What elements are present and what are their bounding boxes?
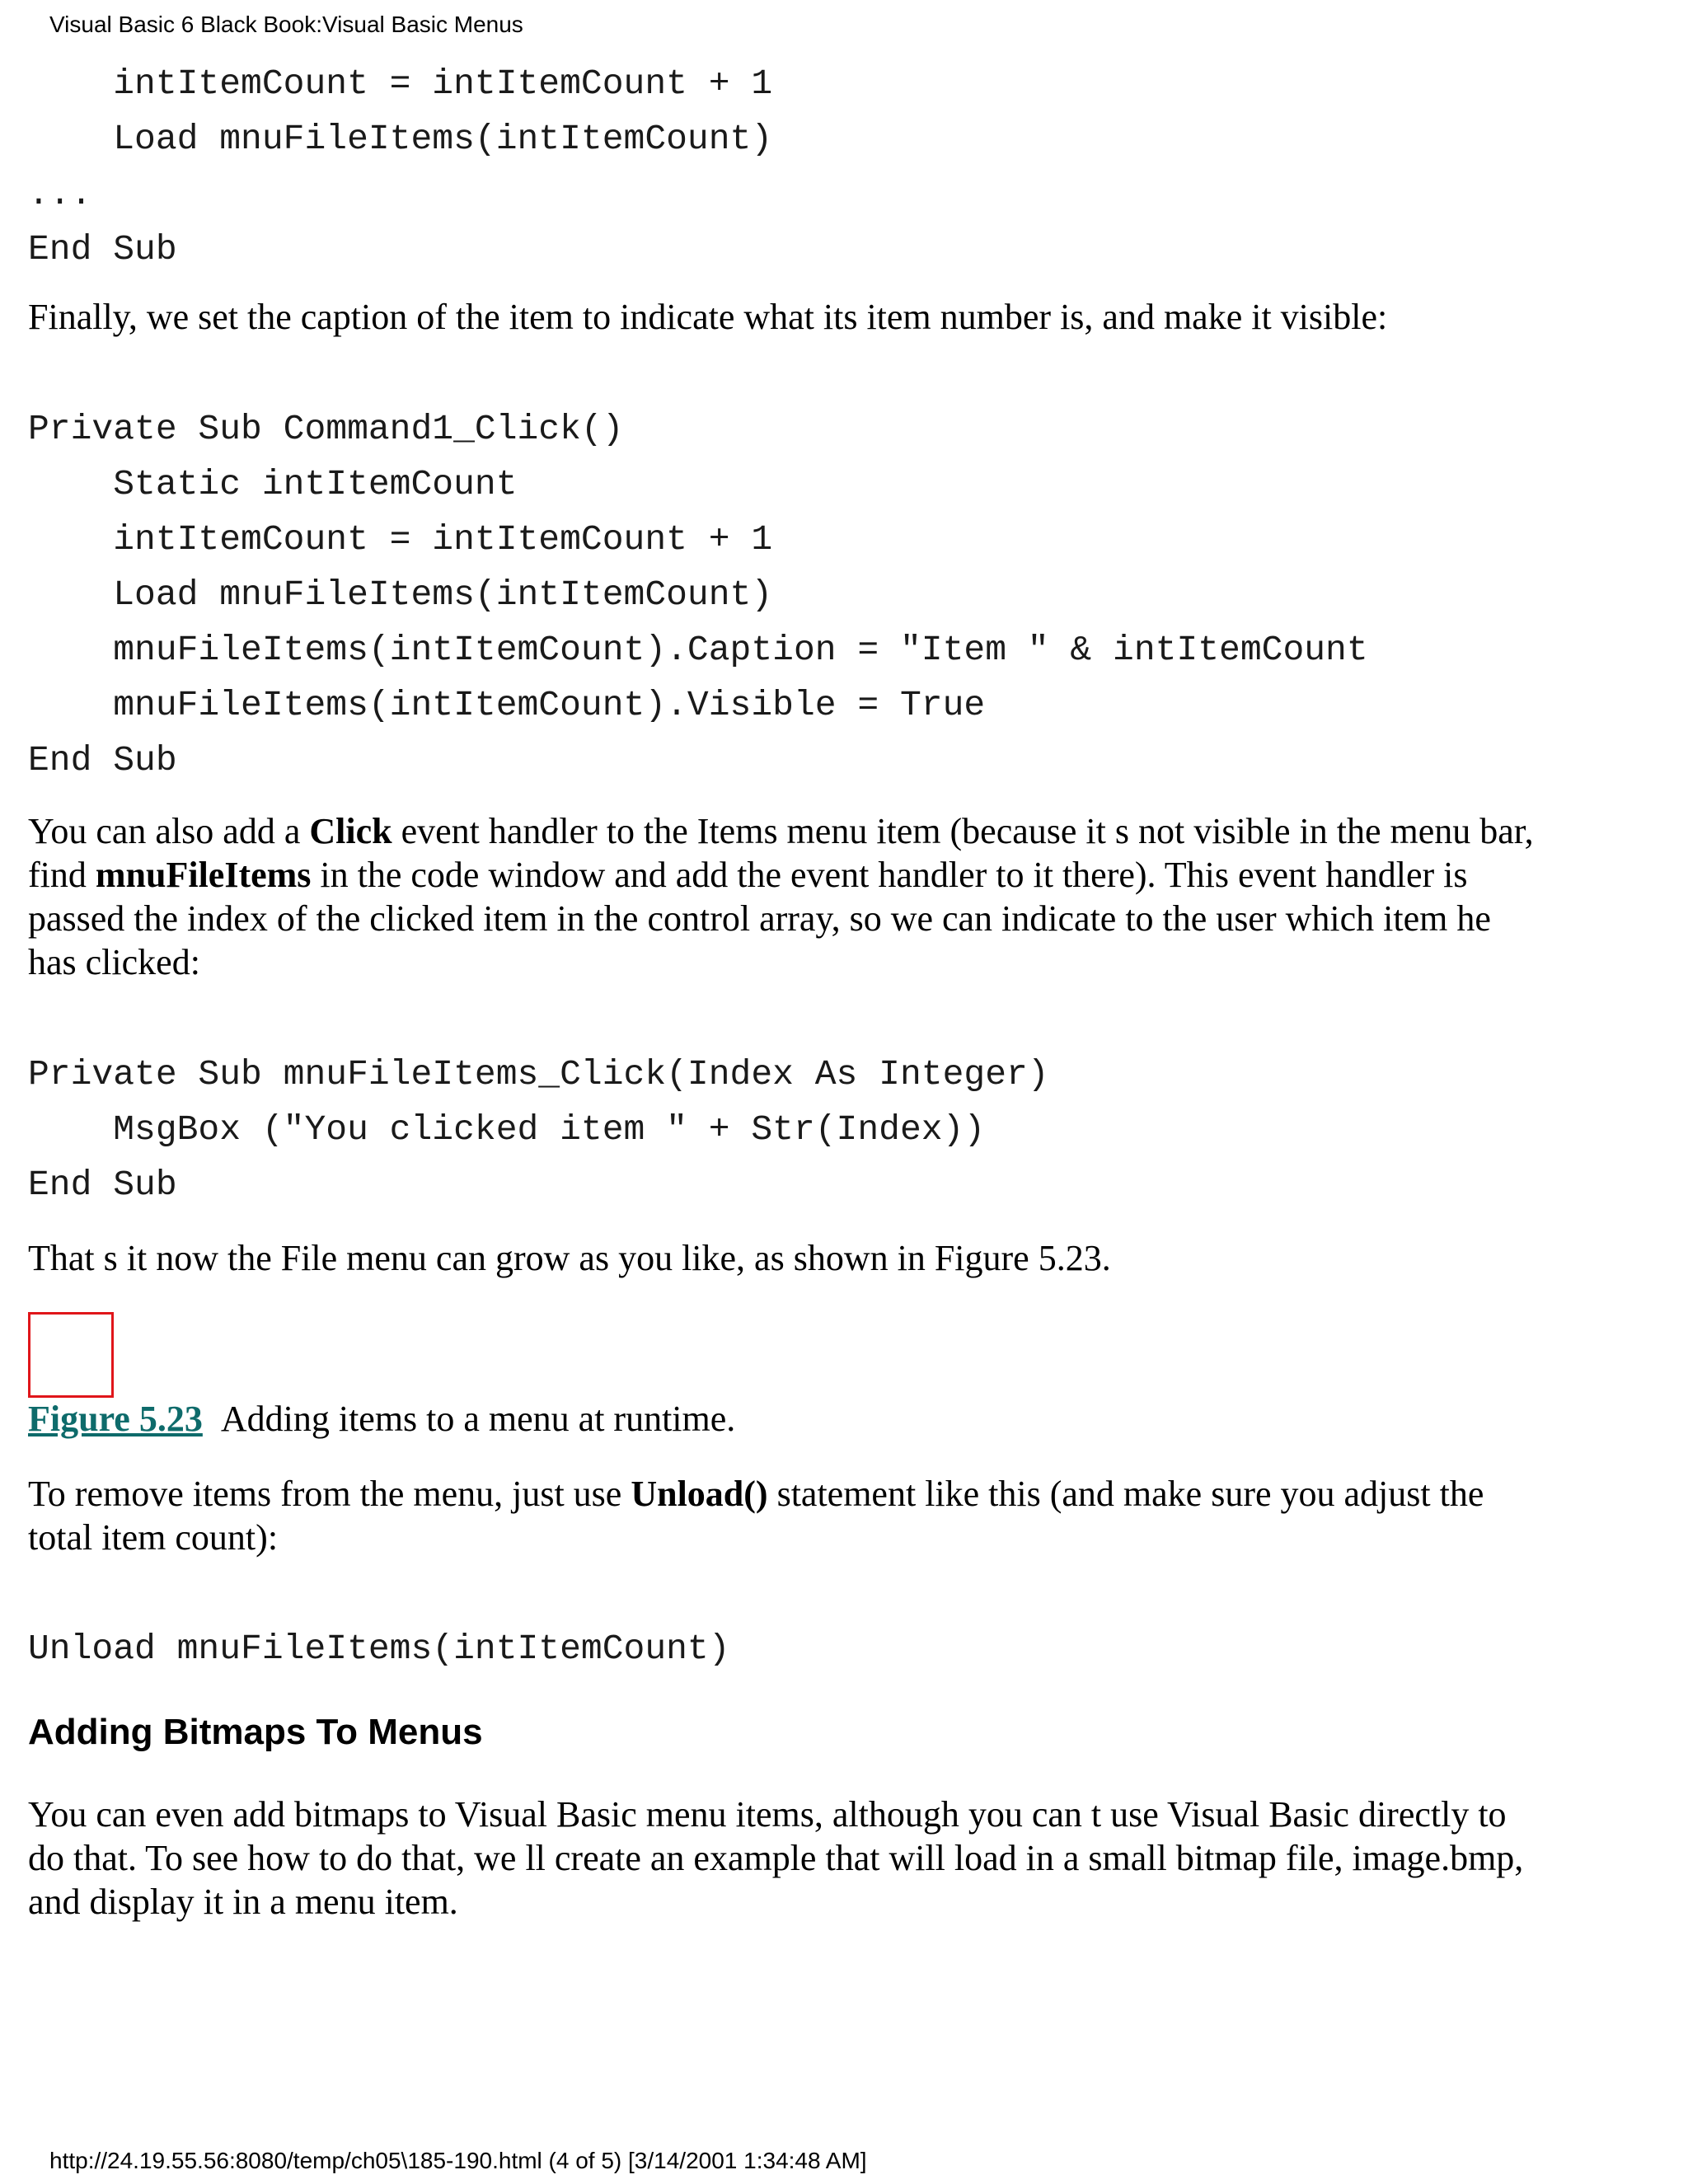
- figure-caption: [28, 1396, 735, 1442]
- code-line: mnuFileItems(intItemCount).Caption = "Item " & intItemCount: [28, 630, 1368, 670]
- paragraph-click-handler: You can also add a Click event handler to the Items menu item (because it s not visible in the menu bar, find mnuFileItems in the code window and add the event handler to it there). This event handler is passed the index of the clicked item in the control array, so we can indicate to the user which item he has clicked:: [28, 811, 1534, 982]
- code-block-1: [28, 56, 772, 277]
- code-line: Load mnuFileItems(intItemCount): [28, 119, 773, 159]
- section-heading: Adding Bitmaps To Menus: [28, 1712, 483, 1752]
- page-header-title: Visual Basic 6 Black Book:Visual Basic Menus: [49, 12, 523, 37]
- code-line: mnuFileItems(intItemCount).Visible = True: [28, 685, 986, 725]
- code-line: Load mnuFileItems(intItemCount): [28, 574, 773, 615]
- page-footer-url: http://24.19.55.56:8080/temp/ch05\185-190.html (4 of 5) [3/14/2001 1:34:48 AM]: [49, 2148, 867, 2173]
- code-line: MsgBox ("You clicked item " + Str(Index)): [28, 1109, 986, 1150]
- broken-image-placeholder: [28, 1312, 114, 1398]
- code-line: Static intItemCount: [28, 464, 518, 504]
- code-block-3: [28, 1047, 1049, 1212]
- code-line: Private Sub mnuFileItems_Click(Index As Integer): [28, 1054, 1049, 1094]
- code-line: Private Sub Command1_Click(): [28, 409, 624, 449]
- keyword-mnufileitems: mnuFileItems: [95, 855, 312, 895]
- keyword-unload: Unload(): [631, 1474, 768, 1514]
- code-line: intItemCount = intItemCount + 1: [28, 63, 773, 104]
- code-line: End Sub: [28, 740, 177, 780]
- code-line: End Sub: [28, 1165, 177, 1205]
- paragraph-caption-intro: Finally, we set the caption of the item to indicate what its item number is, and make it visible:: [28, 297, 1388, 337]
- code-line: End Sub: [28, 229, 177, 269]
- figure-link[interactable]: Figure 5.23: [28, 1399, 203, 1439]
- code-line: Unload mnuFileItems(intItemCount): [28, 1629, 730, 1669]
- figure-caption-text: Adding items to a menu at runtime.: [220, 1399, 736, 1439]
- code-block-4: [28, 1621, 730, 1676]
- code-block-2: [28, 401, 1368, 788]
- code-line: intItemCount = intItemCount + 1: [28, 519, 773, 560]
- paragraph-bitmaps: You can even add bitmaps to Visual Basic menu items, although you can t use Visual Basic directly to do that. To see how to do that, we ll create an example that will load in a small bitmap file, image.bmp, and display it in a menu item.: [28, 1794, 1524, 1922]
- code-line: ...: [28, 174, 92, 214]
- paragraph-remove-items: To remove items from the menu, just use Unload() statement like this (and make sure you adjust the total item count):: [28, 1474, 1484, 1558]
- paragraph-file-menu-grow: That s it now the File menu can grow as you like, as shown in Figure 5.23.: [28, 1238, 1111, 1278]
- keyword-click: Click: [309, 811, 392, 851]
